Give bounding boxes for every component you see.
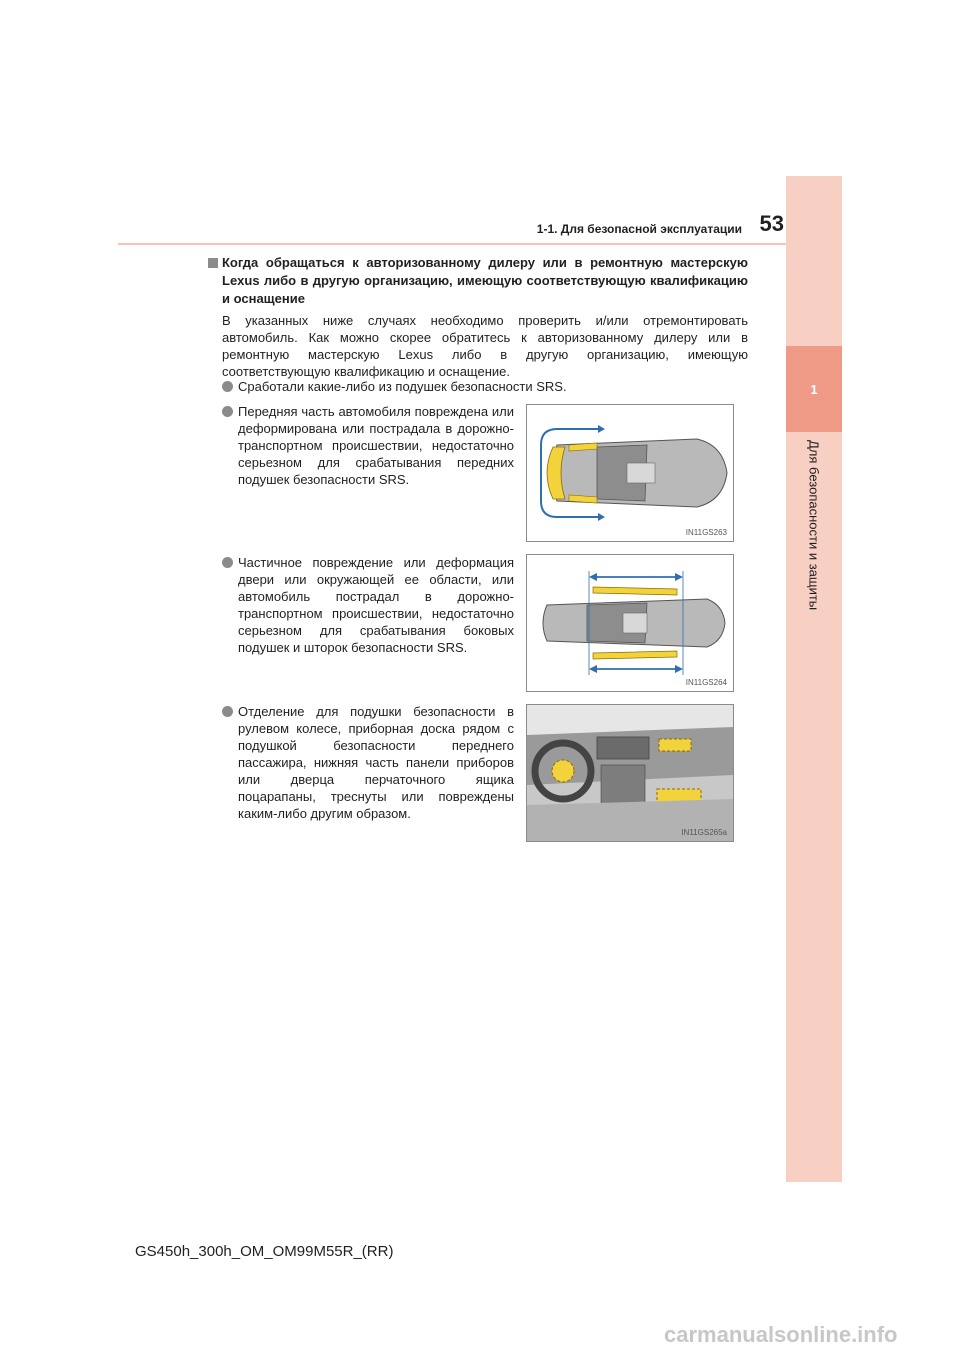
figure-code: IN11GS264 xyxy=(685,678,727,687)
chapter-number: 1 xyxy=(786,346,842,432)
intro-paragraph: В указанных ниже случаях необходимо проверить и/или отремонтировать автомобиль. Как можно скорее обратитесь к авторизованному дилеру или в ремонтную мастерскую Lexus либо в другую организацию, имеющую соответствующую квалификацию и оснащение. xyxy=(222,313,748,379)
figure-code: IN11GS263 xyxy=(685,528,727,537)
watermark: carmanualsonline.info xyxy=(664,1322,898,1347)
bullet-item xyxy=(222,378,748,395)
page-number: 53 xyxy=(759,211,784,236)
bullet-text: Частичное повреждение или деформация двери или окружающей ее области, или автомобиль пострадал в дорожно-транспортном происшествии, недостаточно серьезном для срабатывания боковых подушек и шторок безопасности SRS. xyxy=(238,555,514,655)
square-bullet-icon xyxy=(208,258,218,268)
car-top-view-side-icon xyxy=(527,555,733,691)
section-title-text: Когда обращаться к авторизованному дилеру или в ремонтную мастерскую Lexus либо в другую организацию, имеющую соответствующую квалификацию и оснащение xyxy=(222,255,748,306)
circle-bullet-icon xyxy=(222,406,233,417)
bullet-item xyxy=(222,554,514,656)
circle-bullet-icon xyxy=(222,381,233,392)
car-top-view-front-icon xyxy=(527,405,733,541)
side-tab xyxy=(786,176,842,1182)
bullet-item xyxy=(222,703,514,822)
figure-front-damage xyxy=(526,404,734,542)
figure-code: IN11GS265a xyxy=(681,828,727,837)
chapter-title: Для безопасности и защиты xyxy=(806,440,822,611)
circle-bullet-icon xyxy=(222,706,233,717)
bullet-text: Сработали какие-либо из подушек безопасности SRS. xyxy=(238,379,567,394)
bullet-item xyxy=(222,403,514,488)
dashboard-interior-icon xyxy=(527,705,733,841)
circle-bullet-icon xyxy=(222,557,233,568)
section-header: 1-1. Для безопасной эксплуатации xyxy=(536,222,742,236)
section-title xyxy=(208,254,748,308)
manual-code: GS450h_300h_OM_OM99M55R_(RR) xyxy=(135,1243,394,1260)
bullet-text: Отделение для подушки безопасности в рулевом колесе, приборная доска рядом с подушкой безопасности переднего пассажира, нижняя часть панели приборов или дверца перчаточного ящика поцарапаны, треснуты или повреждены каким-либо другим образом. xyxy=(238,704,514,821)
bullet-text: Передняя часть автомобиля повреждена или деформирована или пострадала в дорожно-транспортном происшествии, недостаточно серьезном для срабатывания передних подушек безопасности SRS. xyxy=(238,404,514,487)
figure-side-damage xyxy=(526,554,734,692)
header-rule xyxy=(118,243,786,245)
figure-dashboard xyxy=(526,704,734,842)
